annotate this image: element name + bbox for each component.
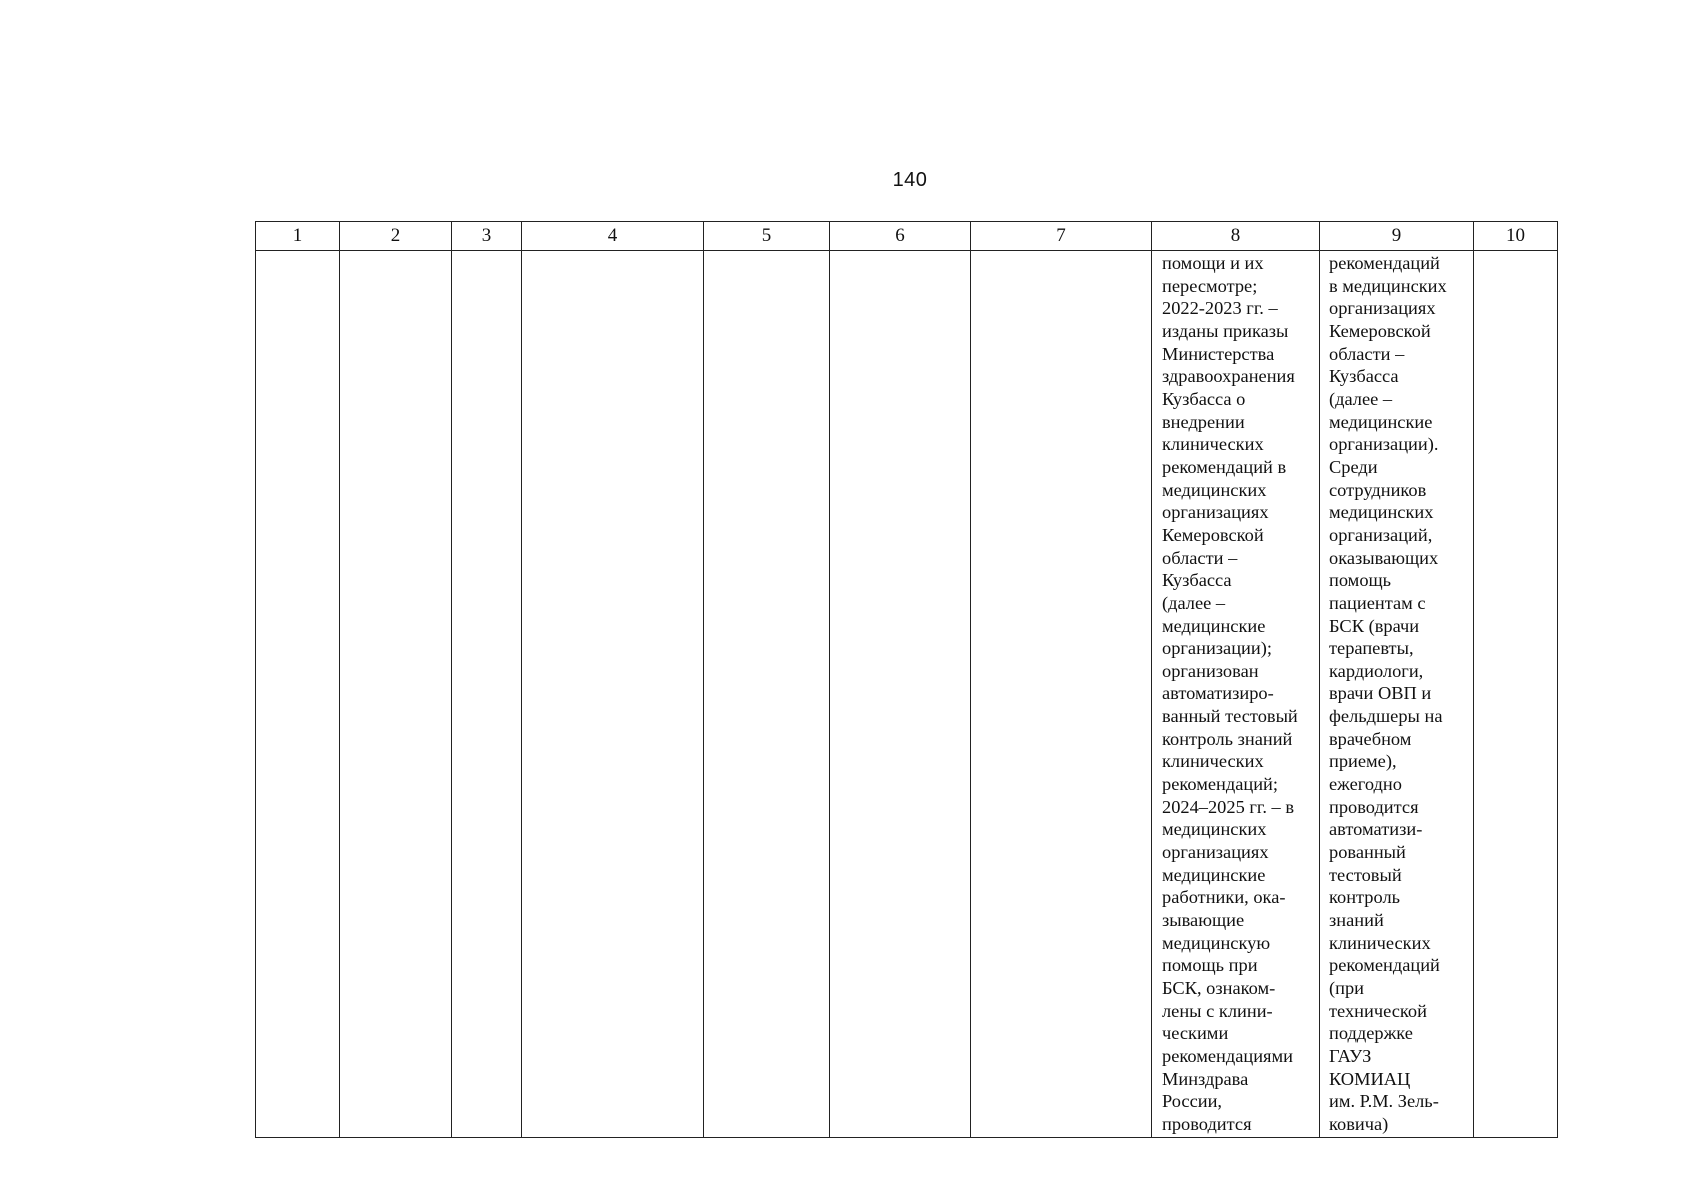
cell-text-col-1 <box>256 251 339 252</box>
cell-col-2 <box>340 251 452 1138</box>
column-header-8: 8 <box>1152 222 1320 251</box>
cell-text-col-2 <box>340 251 451 252</box>
header-row <box>256 222 1558 251</box>
cell-col-7 <box>971 251 1152 1138</box>
cell-col-4 <box>522 251 704 1138</box>
column-header-9: 9 <box>1320 222 1474 251</box>
cell-text-col-4 <box>522 251 703 252</box>
cell-col-10 <box>1474 251 1558 1138</box>
column-header-3: 3 <box>452 222 522 251</box>
cell-text-col-3 <box>452 251 521 252</box>
column-header-1: 1 <box>256 222 340 251</box>
cell-text-col-7 <box>971 251 1151 252</box>
column-header-4: 4 <box>522 222 704 251</box>
cell-text-col-8: помощи и их пересмотре; 2022-2023 гг. – изданы приказы Министерства здравоохранения Кузбасса о внедрении клинических рекомендаций в медицинских организациях Кемеровской области – Кузбасса (далее – медицинские организации); организован автоматизиро- ванный тестовый контроль знаний клинических рекомендаций; 2024–2025 гг. – в медицинских организациях медицинские работники, ока- зывающие медицинскую помощь при БСК, ознаком- лены с клини- ческими рекомендациями Минздрава России, проводится <box>1162 253 1298 1134</box>
column-header-5: 5 <box>704 222 830 251</box>
cell-col-3 <box>452 251 522 1138</box>
column-header-6: 6 <box>830 222 971 251</box>
cell-col-6 <box>830 251 971 1138</box>
page-number: 140 <box>892 169 928 191</box>
cell-text-col-5 <box>704 251 829 252</box>
cell-col-8 <box>1152 251 1320 1138</box>
column-header-7: 7 <box>971 222 1152 251</box>
cell-col-9 <box>1320 251 1474 1138</box>
column-header-2: 2 <box>340 222 452 251</box>
cell-col-5 <box>704 251 830 1138</box>
column-header-10: 10 <box>1474 222 1558 251</box>
table-row <box>256 251 1558 1138</box>
cell-text-col-10 <box>1474 251 1557 252</box>
cell-text-col-6 <box>830 251 970 252</box>
document-table <box>255 221 1558 1138</box>
cell-text-col-9: рекомендаций в медицинских организациях Кемеровской области – Кузбасса (далее – медицинские организации). Среди сотрудников медицинских организаций, оказывающих помощь пациентам с БСК (врачи терапевты, кардиологи, врачи ОВП и фельдшеры на врачебном приеме), ежегодно проводится автоматизи- рованный тестовый контроль знаний клинических рекомендаций (при технической поддержке ГАУЗ КОМИАЦ им. Р.М. Зель- ковича) <box>1329 253 1447 1134</box>
cell-col-1 <box>256 251 340 1138</box>
